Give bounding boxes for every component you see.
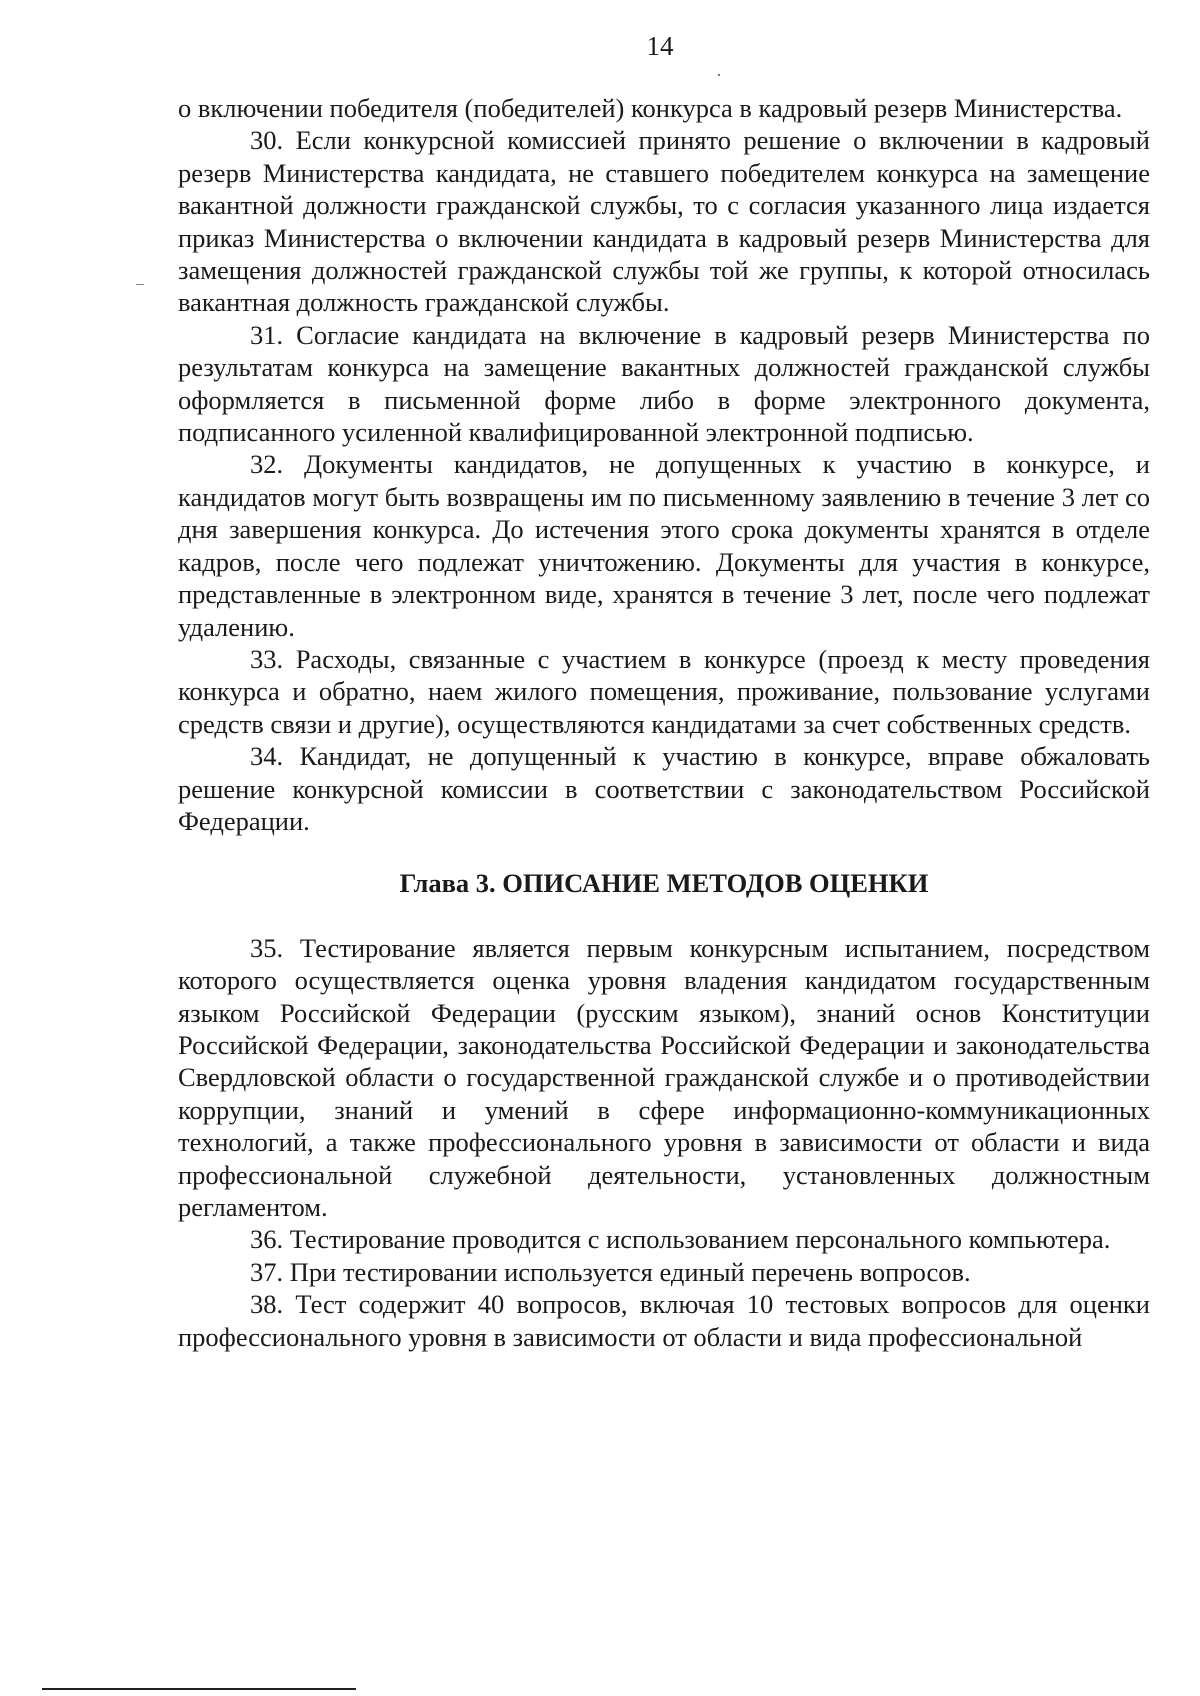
paragraph-32: 32. Документы кандидатов, не допущенных к участию в конкурсе, и кандидатов могут быть возвращены им по письменному заявлению в течение 3 лет со дня завершения конкурса. До истечения этого срока документы хранятся в отделе кадров, после чего подлежат уничтожению. Документы для участия в конкурсе, представленные в электронном виде, хранятся в течение 3 лет, после чего подлежат удалению. — [178, 449, 1150, 642]
paragraph-38: 38. Тест содержит 40 вопросов, включая 10 тестовых вопросов для оценки профессионального уровня в зависимости от области и вида профессиональной — [178, 1289, 1150, 1352]
footer-line — [42, 1688, 356, 1690]
document-body — [178, 92, 1150, 1353]
paragraph-36: 36. Тестирование проводится с использованием персонального компьютера. — [250, 1224, 1111, 1255]
paragraph-31: 31. Согласие кандидата на включение в кадровый резерв Министерства по результатам конкурса на замещение вакантных должностей гражданской службы оформляется в письменной форме либо в форме электронного документа, подписанного усиленной квалифицированной электронной подписью. — [178, 319, 1150, 448]
paragraph-33: 33. Расходы, связанные с участием в конкурсе (проезд к месту проведения конкурса и обратно, наем жилого помещения, проживание, пользование услугами средств связи и другие), осуществляются кандидатами за счет собственных средств. — [178, 643, 1150, 739]
paragraph-37: 37. При тестировании используется единый перечень вопросов. — [250, 1256, 971, 1287]
paragraph-34: 34. Кандидат, не допущенный к участию в конкурсе, вправе обжаловать решение конкурсной комиссии в соответствии с законодательством Российской Федерации. — [178, 741, 1150, 836]
scan-artifact-dot — [718, 74, 720, 76]
page-number: 14 — [646, 31, 674, 61]
chapter-title: Глава 3. ОПИСАНИЕ МЕТОДОВ ОЦЕНКИ — [399, 868, 929, 899]
paragraph-continuation: о включении победителя (победителей) конкурса в кадровый резерв Министерства. — [178, 93, 1123, 123]
margin-mark — [136, 284, 144, 285]
paragraph-30: 30. Если конкурсной комиссией принято решение о включении в кадровый резерв Министерства кандидата, не ставшего победителем конкурса на замещение вакантной должности гражданской службы, то с согласия указанного лица издается приказ Министерства о включении кандидата в кадровый резерв Министерства для замещения должностей гражданской службы той же группы, к которой относилась вакантная должность гражданской службы. — [178, 125, 1150, 318]
paragraph-35: 35. Тестирование является первым конкурсным испытанием, посредством которого осуществляется оценка уровня владения кандидатом государственным языком Российской Федерации (русским языком), знаний основ Конституции Российской Федерации, законодательства Российской Федерации и законодательства Свердловской области о государственной гражданской службе и о противодействии коррупции, знаний и умений в сфере информационно-коммуникационных технологий, а также профессионального уровня в зависимости от области и вида профессиональной служебной деятельности, установленных должностным регламентом. — [178, 932, 1150, 1222]
